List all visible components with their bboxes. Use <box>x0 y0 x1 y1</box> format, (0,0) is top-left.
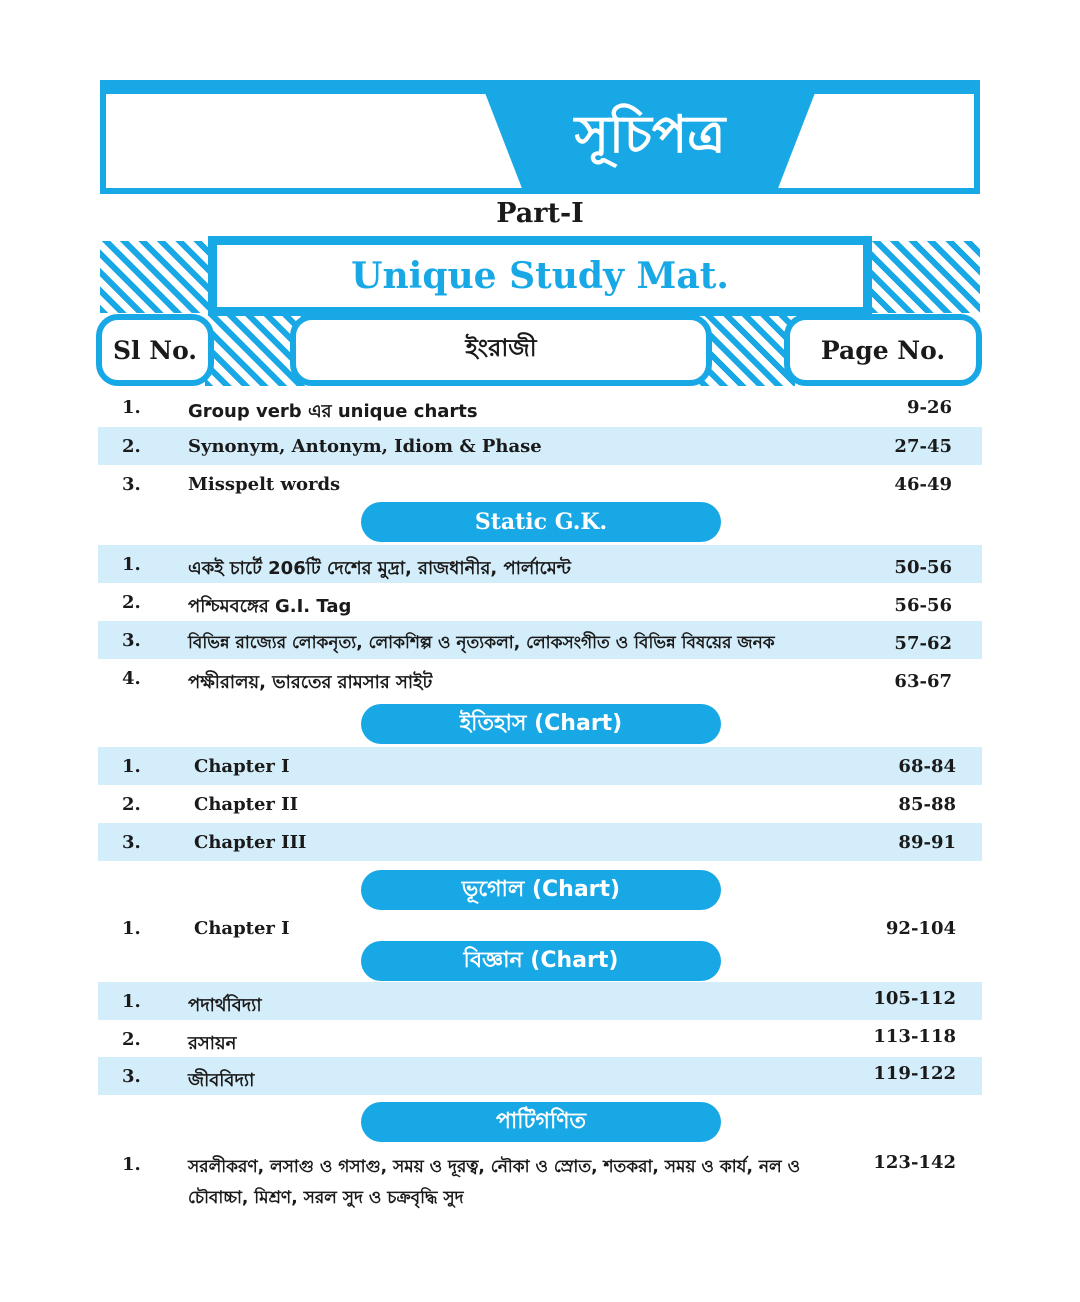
item-number: 3. <box>122 832 141 853</box>
item-title: Synonym, Antonym, Idiom & Phase <box>188 436 542 457</box>
item-page: 119-122 <box>873 1063 956 1084</box>
item-title: Misspelt words <box>188 474 341 495</box>
item-number: 2. <box>122 592 141 613</box>
item-number: 1. <box>122 756 141 777</box>
page-title: সূচিপত্র <box>574 104 726 165</box>
item-page: 92-104 <box>885 918 956 939</box>
item-title: একই চার্টে 206টি দেশের মুদ্রা, রাজধানীর, পার্লামেন্ট <box>188 558 571 579</box>
item-page: 27-45 <box>894 436 952 457</box>
item-title: Chapter I <box>194 918 290 939</box>
list-item <box>98 823 982 861</box>
list-item <box>98 785 982 823</box>
list-item <box>98 1148 982 1218</box>
item-number: 1. <box>122 1154 141 1175</box>
item-title: Chapter II <box>194 794 299 815</box>
item-page: 50-56 <box>894 557 952 578</box>
list-item <box>98 982 982 1020</box>
item-title: Chapter I <box>194 756 290 777</box>
list-item <box>98 427 982 465</box>
item-title: পশ্চিমবঙ্গের G.I. Tag <box>188 596 352 617</box>
study-mat-title: Unique Study Mat. <box>217 245 863 307</box>
item-page: 56-56 <box>894 595 952 616</box>
item-page: 46-49 <box>894 474 952 495</box>
study-mat-heading <box>208 236 872 316</box>
section-header-arithmetic: পাটিগণিত <box>361 1102 721 1142</box>
item-title: রসায়ন <box>188 1033 237 1054</box>
item-page: 57-62 <box>894 633 952 654</box>
item-number: 1. <box>122 991 141 1012</box>
item-page: 68-84 <box>898 756 956 777</box>
item-page: 63-67 <box>894 671 952 692</box>
item-number: 1. <box>122 918 141 939</box>
item-title: Chapter III <box>194 832 307 853</box>
section-header-static-gk: Static G.K. <box>361 502 721 542</box>
item-number: 3. <box>122 630 141 651</box>
item-number: 4. <box>122 668 141 689</box>
list-item <box>98 1057 982 1095</box>
item-page: 123-142 <box>873 1152 956 1173</box>
list-item <box>98 659 982 697</box>
item-title: সরলীকরণ, লসাগু ও গসাগু, সময় ও দূরত্ব, নৌকা ও স্রোত, শতকরা, সময় ও কার্য, নল ও চৌবাচ্চা, মিশ্রণ, সরল সুদ ও চক্রবৃদ্ধি সুদ <box>188 1157 801 1208</box>
item-number: 2. <box>122 436 141 457</box>
item-page: 85-88 <box>898 794 956 815</box>
item-number: 2. <box>122 794 141 815</box>
section-header-history: ইতিহাস (Chart) <box>361 704 721 744</box>
section-header-geography: ভূগোল (Chart) <box>361 870 721 910</box>
item-page: 113-118 <box>873 1026 956 1047</box>
list-item <box>98 621 982 659</box>
item-number: 2. <box>122 1029 141 1050</box>
item-title: বিভিন্ন রাজ্যের লোকনৃত্য, লোকশিল্প ও নৃত্যকলা, লোকসংগীত ও বিভিন্ন বিষয়ের জনক <box>188 633 775 653</box>
hatch-decoration-right <box>870 241 980 313</box>
item-title: জীববিদ্যা <box>188 1070 255 1091</box>
item-title: পক্ষীরালয়, ভারতের রামসার সাইট <box>188 672 433 693</box>
item-number: 1. <box>122 397 141 418</box>
column-header-sl: Sl No. <box>96 314 214 386</box>
item-number: 3. <box>122 474 141 495</box>
column-header-page: Page No. <box>784 314 982 386</box>
item-page: 89-91 <box>898 832 956 853</box>
list-item <box>98 545 982 583</box>
item-number: 3. <box>122 1066 141 1087</box>
list-item <box>98 583 982 621</box>
list-item <box>98 747 982 785</box>
column-header-subject: ইংরাজী <box>290 314 712 386</box>
list-item <box>98 465 982 503</box>
list-item <box>98 388 982 426</box>
list-item <box>98 1020 982 1058</box>
item-page: 105-112 <box>873 988 956 1009</box>
item-page: 9-26 <box>906 397 952 418</box>
section-header-science: বিজ্ঞান (Chart) <box>361 941 721 981</box>
item-number: 1. <box>122 554 141 575</box>
item-title: পদার্থবিদ্যা <box>188 995 262 1016</box>
title-banner <box>100 80 980 194</box>
hatch-decoration-left <box>100 241 210 313</box>
item-title: Group verb এর unique charts <box>188 401 478 422</box>
part-label: Part-I <box>496 198 584 229</box>
